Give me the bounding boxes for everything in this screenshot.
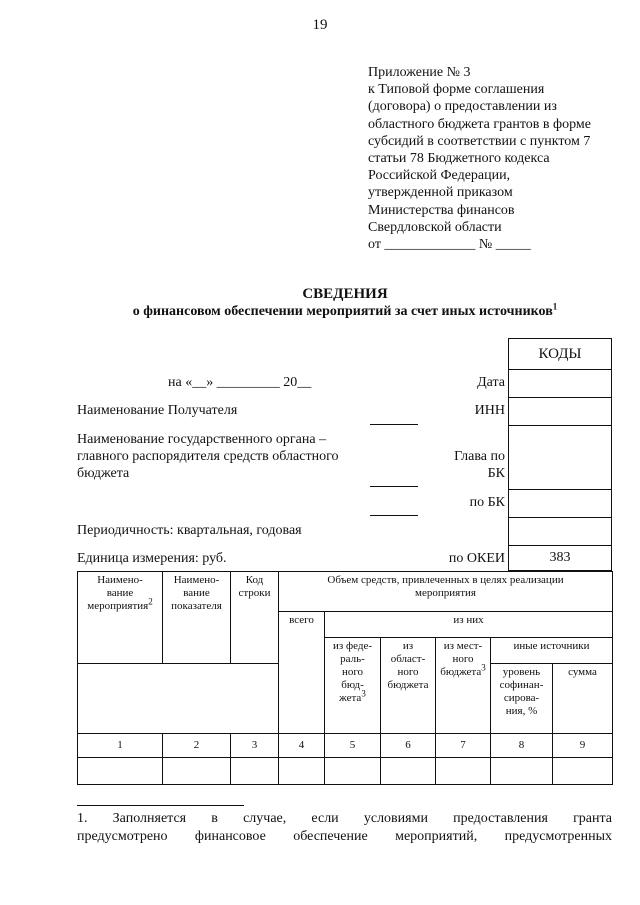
table-cell[interactable] <box>491 758 553 785</box>
footnote-word: предусмотрено <box>77 829 168 844</box>
footnote-word: предоставления <box>453 811 548 826</box>
header-text: сирова- <box>503 692 540 704</box>
header-text: Наимено- <box>173 574 220 586</box>
header-federal <box>325 638 381 734</box>
footnote-word: 1. <box>77 811 88 826</box>
header-spacer <box>78 664 279 734</box>
column-number: 1 <box>78 734 163 758</box>
financing-table <box>77 571 613 785</box>
header-text: уровень <box>502 666 541 678</box>
header-text: из феде- <box>333 640 372 652</box>
glava-line: БК <box>487 466 505 481</box>
gov-body-line: бюджета <box>77 466 130 481</box>
header-total: всего <box>279 612 325 734</box>
column-number: 6 <box>381 734 436 758</box>
header-local <box>436 638 491 734</box>
codes-header: КОДЫ <box>509 339 611 370</box>
column-number: 2 <box>163 734 231 758</box>
appendix-line: (договора) о предоставлении из <box>368 99 557 115</box>
footnote-line <box>77 811 612 827</box>
header-volume <box>279 572 613 612</box>
header-text: ного <box>452 653 474 665</box>
date-line: на «__» _________ 20__ <box>168 375 312 390</box>
appendix-line: утвержденной приказом <box>368 185 513 201</box>
bk-underline[interactable] <box>370 515 418 516</box>
footnote-word: обеспечение <box>293 829 368 844</box>
header-sum: сумма <box>553 664 613 734</box>
table-cell[interactable] <box>279 758 325 785</box>
column-number: 3 <box>231 734 279 758</box>
gov-body-label <box>77 431 338 482</box>
document-subtitle <box>0 301 640 320</box>
okei-label: по ОКЕИ <box>448 551 505 566</box>
column-number: 8 <box>491 734 553 758</box>
table-cell[interactable] <box>553 758 613 785</box>
gov-body-underline[interactable] <box>370 486 418 487</box>
footnote-ref: 3 <box>481 662 486 673</box>
unit-label: Единица измерения: руб. <box>77 551 227 566</box>
footnote-ref: 3 <box>361 688 366 699</box>
footnote-ref: 2 <box>148 596 153 607</box>
header-text: софинан- <box>499 679 544 691</box>
appendix-line: Министерства финансов <box>368 202 515 218</box>
footnote-line <box>77 829 612 845</box>
document-title: СВЕДЕНИЯ <box>302 286 388 302</box>
header-level <box>491 664 553 734</box>
footnote-word: мероприятий, <box>395 829 478 844</box>
header-code <box>231 572 279 664</box>
inn-label: ИНН <box>474 403 505 418</box>
header-text: Объем средств, привлеченных в целях реализации <box>327 574 564 586</box>
header-text-part: мероприятия <box>87 600 149 612</box>
header-other: иные источники <box>491 638 613 664</box>
glava-line: Глава по <box>454 449 505 464</box>
table-cell[interactable] <box>78 758 163 785</box>
footnote-word: гранта <box>573 811 613 826</box>
header-text: област- <box>390 653 426 665</box>
table-cell[interactable] <box>163 758 231 785</box>
header-text: бюд- <box>341 679 364 691</box>
subtitle-text: о финансовом обеспечении мероприятий за счет иных источников <box>132 304 553 319</box>
table-cell[interactable] <box>436 758 491 785</box>
appendix-line: областного бюджета грантов в форме <box>368 116 591 132</box>
appendix-line: к Типовой форме соглашения <box>368 82 545 98</box>
header-text: показателя <box>171 600 222 612</box>
code-bk-cell[interactable] <box>509 489 611 518</box>
footnote-word: предусмотренных <box>504 829 613 844</box>
header-text: Код <box>245 574 264 586</box>
appendix-line: статьи 78 Бюджетного кодекса <box>368 151 550 167</box>
footnote-ref: 1 <box>552 301 558 312</box>
recipient-label: Наименование Получателя <box>77 403 238 418</box>
header-text: Наимено- <box>97 574 143 586</box>
appendix-line: от _____________ № _____ <box>368 237 531 253</box>
po-bk-label: по БК <box>469 495 505 510</box>
header-text: из мест- <box>443 640 483 652</box>
header-text: строки <box>238 587 271 599</box>
header-text: вание <box>106 587 134 599</box>
header-text <box>326 688 379 705</box>
table-row <box>78 758 613 785</box>
footnote-word: финансовое <box>194 829 266 844</box>
column-number-row <box>78 734 613 758</box>
footnote-word: условиями <box>363 811 428 826</box>
gov-body-line: Наименование государственного органа – <box>77 432 327 447</box>
table-cell[interactable] <box>325 758 381 785</box>
header-text <box>437 662 489 679</box>
header-text: раль- <box>340 653 365 665</box>
footnote-word: если <box>311 811 339 826</box>
header-regional <box>381 638 436 734</box>
table-cell[interactable] <box>381 758 436 785</box>
header-text: ного <box>341 666 364 678</box>
header-text: ного <box>397 666 419 678</box>
code-date-cell[interactable] <box>509 369 611 398</box>
column-number: 5 <box>325 734 381 758</box>
appendix-block <box>368 64 628 253</box>
header-text-part: бюджета <box>440 666 482 678</box>
header-of-which: из них <box>325 612 613 638</box>
header-text: ния, % <box>505 705 538 717</box>
header-text: из <box>402 640 414 652</box>
footnote-word: случае, <box>243 811 287 826</box>
table-cell[interactable] <box>231 758 279 785</box>
header-indicator <box>163 572 231 664</box>
header-text-part: жета <box>339 692 362 704</box>
page-number: 19 <box>312 17 328 33</box>
gov-body-line: главного распорядителя средств областного <box>77 449 339 464</box>
column-number: 9 <box>553 734 613 758</box>
code-glava-cell[interactable] <box>509 425 611 490</box>
column-number: 7 <box>436 734 491 758</box>
periodicity-label: Периодичность: квартальная, годовая <box>77 523 302 538</box>
recipient-underline[interactable] <box>370 424 418 425</box>
footnote-word: Заполняется <box>112 811 187 826</box>
code-period-cell[interactable] <box>509 517 611 546</box>
date-label: Дата <box>477 375 505 390</box>
codes-box <box>508 338 612 571</box>
appendix-line: Российской Федерации, <box>368 168 511 184</box>
code-okei-value: 383 <box>549 550 571 565</box>
appendix-line: субсидий в соответствии с пунктом 7 <box>368 133 591 149</box>
header-text: мероприятия <box>415 587 476 599</box>
appendix-line: Свердловской области <box>368 219 502 235</box>
appendix-line: Приложение № 3 <box>368 65 471 80</box>
footnote-divider <box>77 805 244 806</box>
footnote-word: в <box>211 811 218 826</box>
header-text: бюджета <box>387 679 429 691</box>
column-number: 4 <box>279 734 325 758</box>
code-inn-cell[interactable] <box>509 397 611 426</box>
header-event <box>78 572 163 664</box>
header-text: вание <box>183 587 210 599</box>
glava-label <box>420 448 505 482</box>
header-text <box>79 596 161 613</box>
